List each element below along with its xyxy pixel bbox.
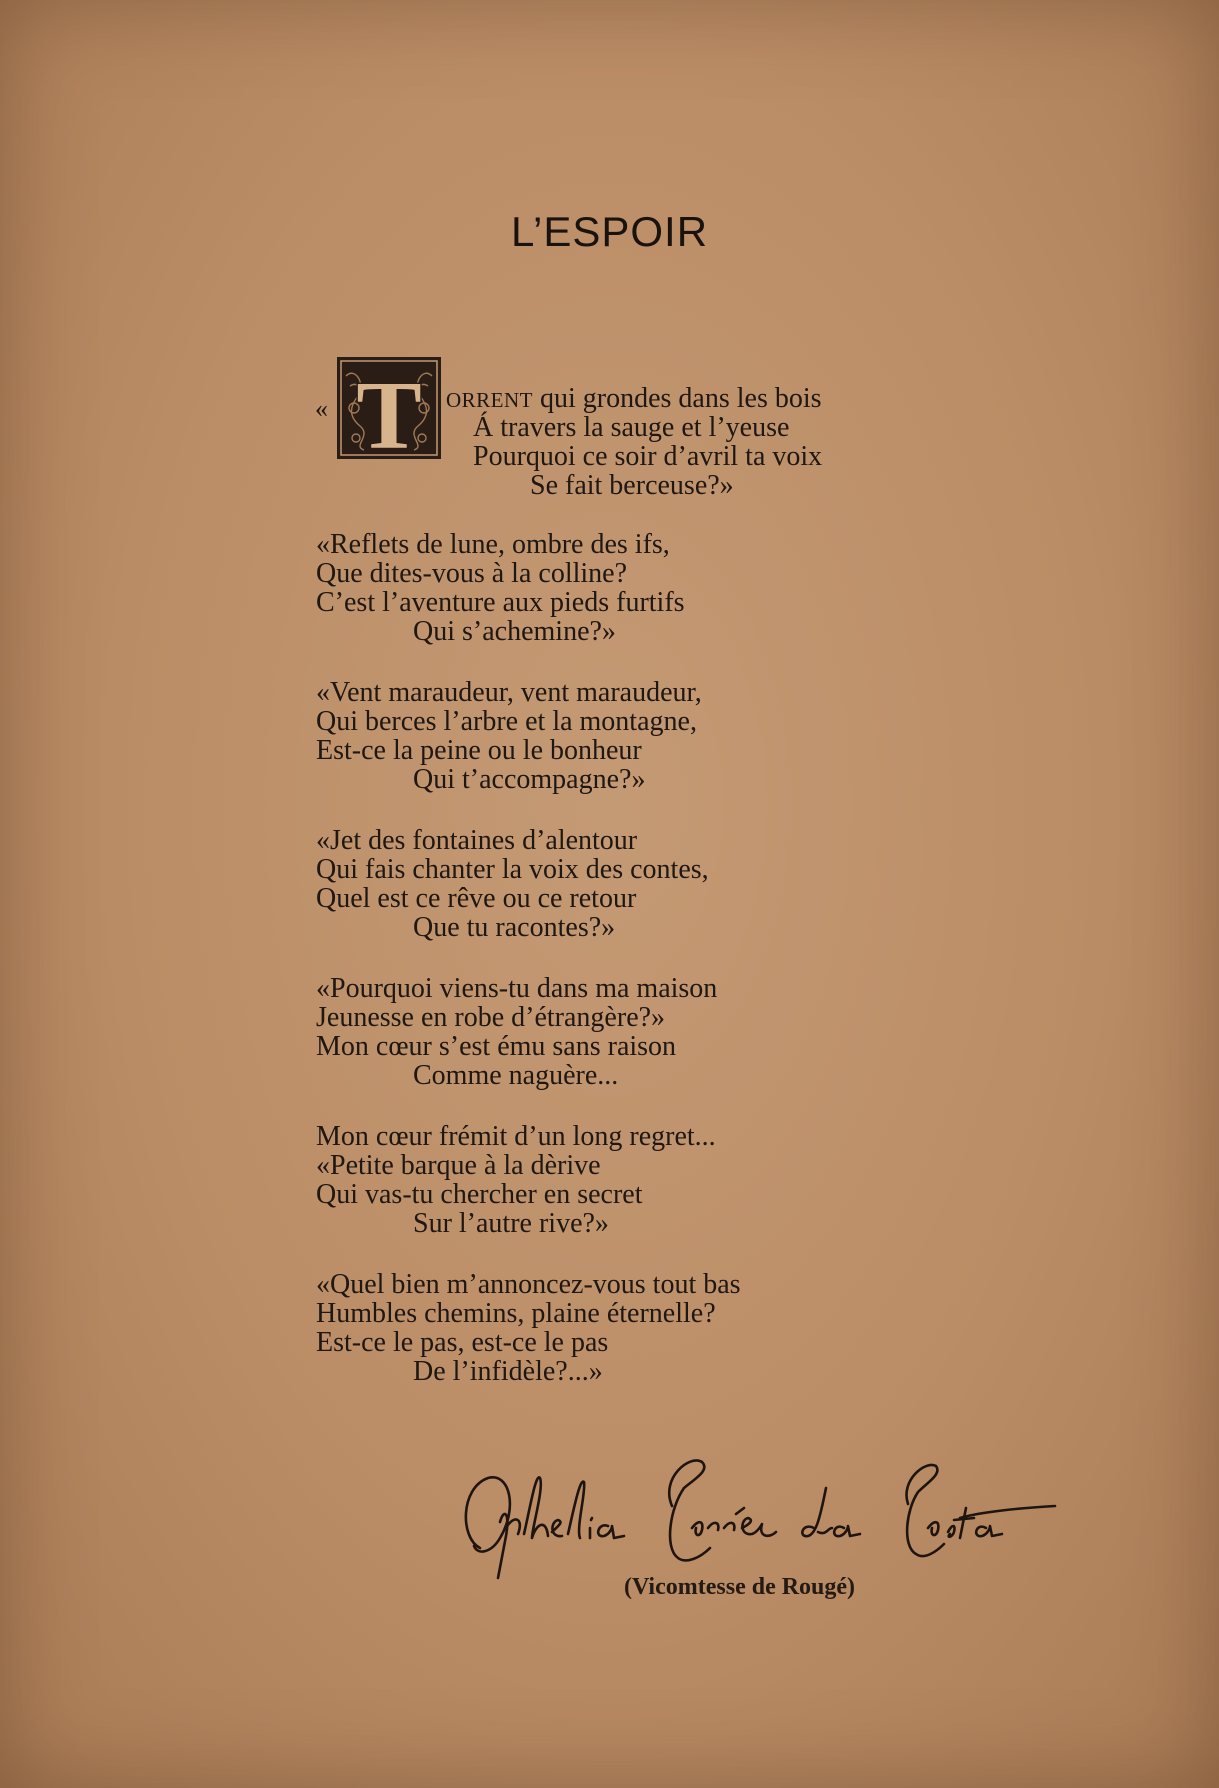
stanza-2-line-2: Que dites-vous à la colline? <box>316 558 628 589</box>
stanza-5-line-3: Mon cœur s’est ému sans raison <box>316 1031 677 1062</box>
stanza-7-line-1: «Quel bien m’annoncez-vous tout bas <box>316 1269 741 1300</box>
stanza-6-line-2: «Petite barque à la dèrive <box>316 1150 601 1181</box>
stanza-4-line-3: Quel est ce rêve ou ce retour <box>316 883 637 914</box>
stanza-3-line-2: Qui berces l’arbre et la montagne, <box>316 706 697 737</box>
stanza-5-line-4: Comme naguère... <box>413 1060 619 1091</box>
signature-title: (Vicomtesse de Rougé) <box>624 1574 856 1600</box>
stanza-1-line-3: Pourquoi ce soir d’avril ta voix <box>473 441 823 472</box>
stanza-2-line-3: C’est l’aventure aux pieds furtifs <box>316 587 685 618</box>
stanza-1-line-2: Á travers la sauge et l’yeuse <box>473 412 790 443</box>
first-word-smallcaps: ORRENT <box>446 388 533 412</box>
stanza-3-line-1: «Vent maraudeur, vent maraudeur, <box>316 677 702 708</box>
stanza-3-line-4: Qui t’accompagne?» <box>413 764 646 795</box>
poem-title: L’ESPOIR <box>510 208 709 255</box>
stanza-4-line-1: «Jet des fontaines d’alentour <box>316 825 638 856</box>
stanza-7-line-2: Humbles chemins, plaine éternelle? <box>316 1298 716 1329</box>
stanza-1-line-4: Se fait berceuse?» <box>530 470 734 501</box>
stanza-2-line-1: «Reflets de lune, ombre des ifs, <box>316 529 670 560</box>
stanza-5-line-1: «Pourquoi viens-tu dans ma maison <box>316 973 718 1004</box>
opening-quote: « <box>315 394 328 423</box>
stanza-4-line-2: Qui fais chanter la voix des contes, <box>316 854 709 885</box>
stanza-7-line-4: De l’infidèle?...» <box>413 1356 603 1387</box>
stanza-7-line-3: Est-ce le pas, est-ce le pas <box>316 1327 609 1358</box>
stanza-6-line-1: Mon cœur frémit d’un long regret... <box>316 1121 716 1152</box>
stanza-3-line-3: Est-ce la peine ou le bonheur <box>316 735 642 766</box>
stanza-5-line-2: Jeunesse en robe d’étrangère?» <box>316 1002 666 1033</box>
stanza-1-line-1: ORRENT qui grondes dans les bois <box>446 383 822 414</box>
dropcap-letter: T <box>356 362 422 460</box>
stanza-6-line-3: Qui vas-tu chercher en secret <box>316 1179 643 1210</box>
stanza-4-line-4: Que tu racontes?» <box>413 912 616 943</box>
dropcap-ornament <box>336 356 442 460</box>
stanza-6-line-4: Sur l’autre rive?» <box>413 1208 609 1239</box>
stanza-2-line-4: Qui s’achemine?» <box>413 616 616 647</box>
